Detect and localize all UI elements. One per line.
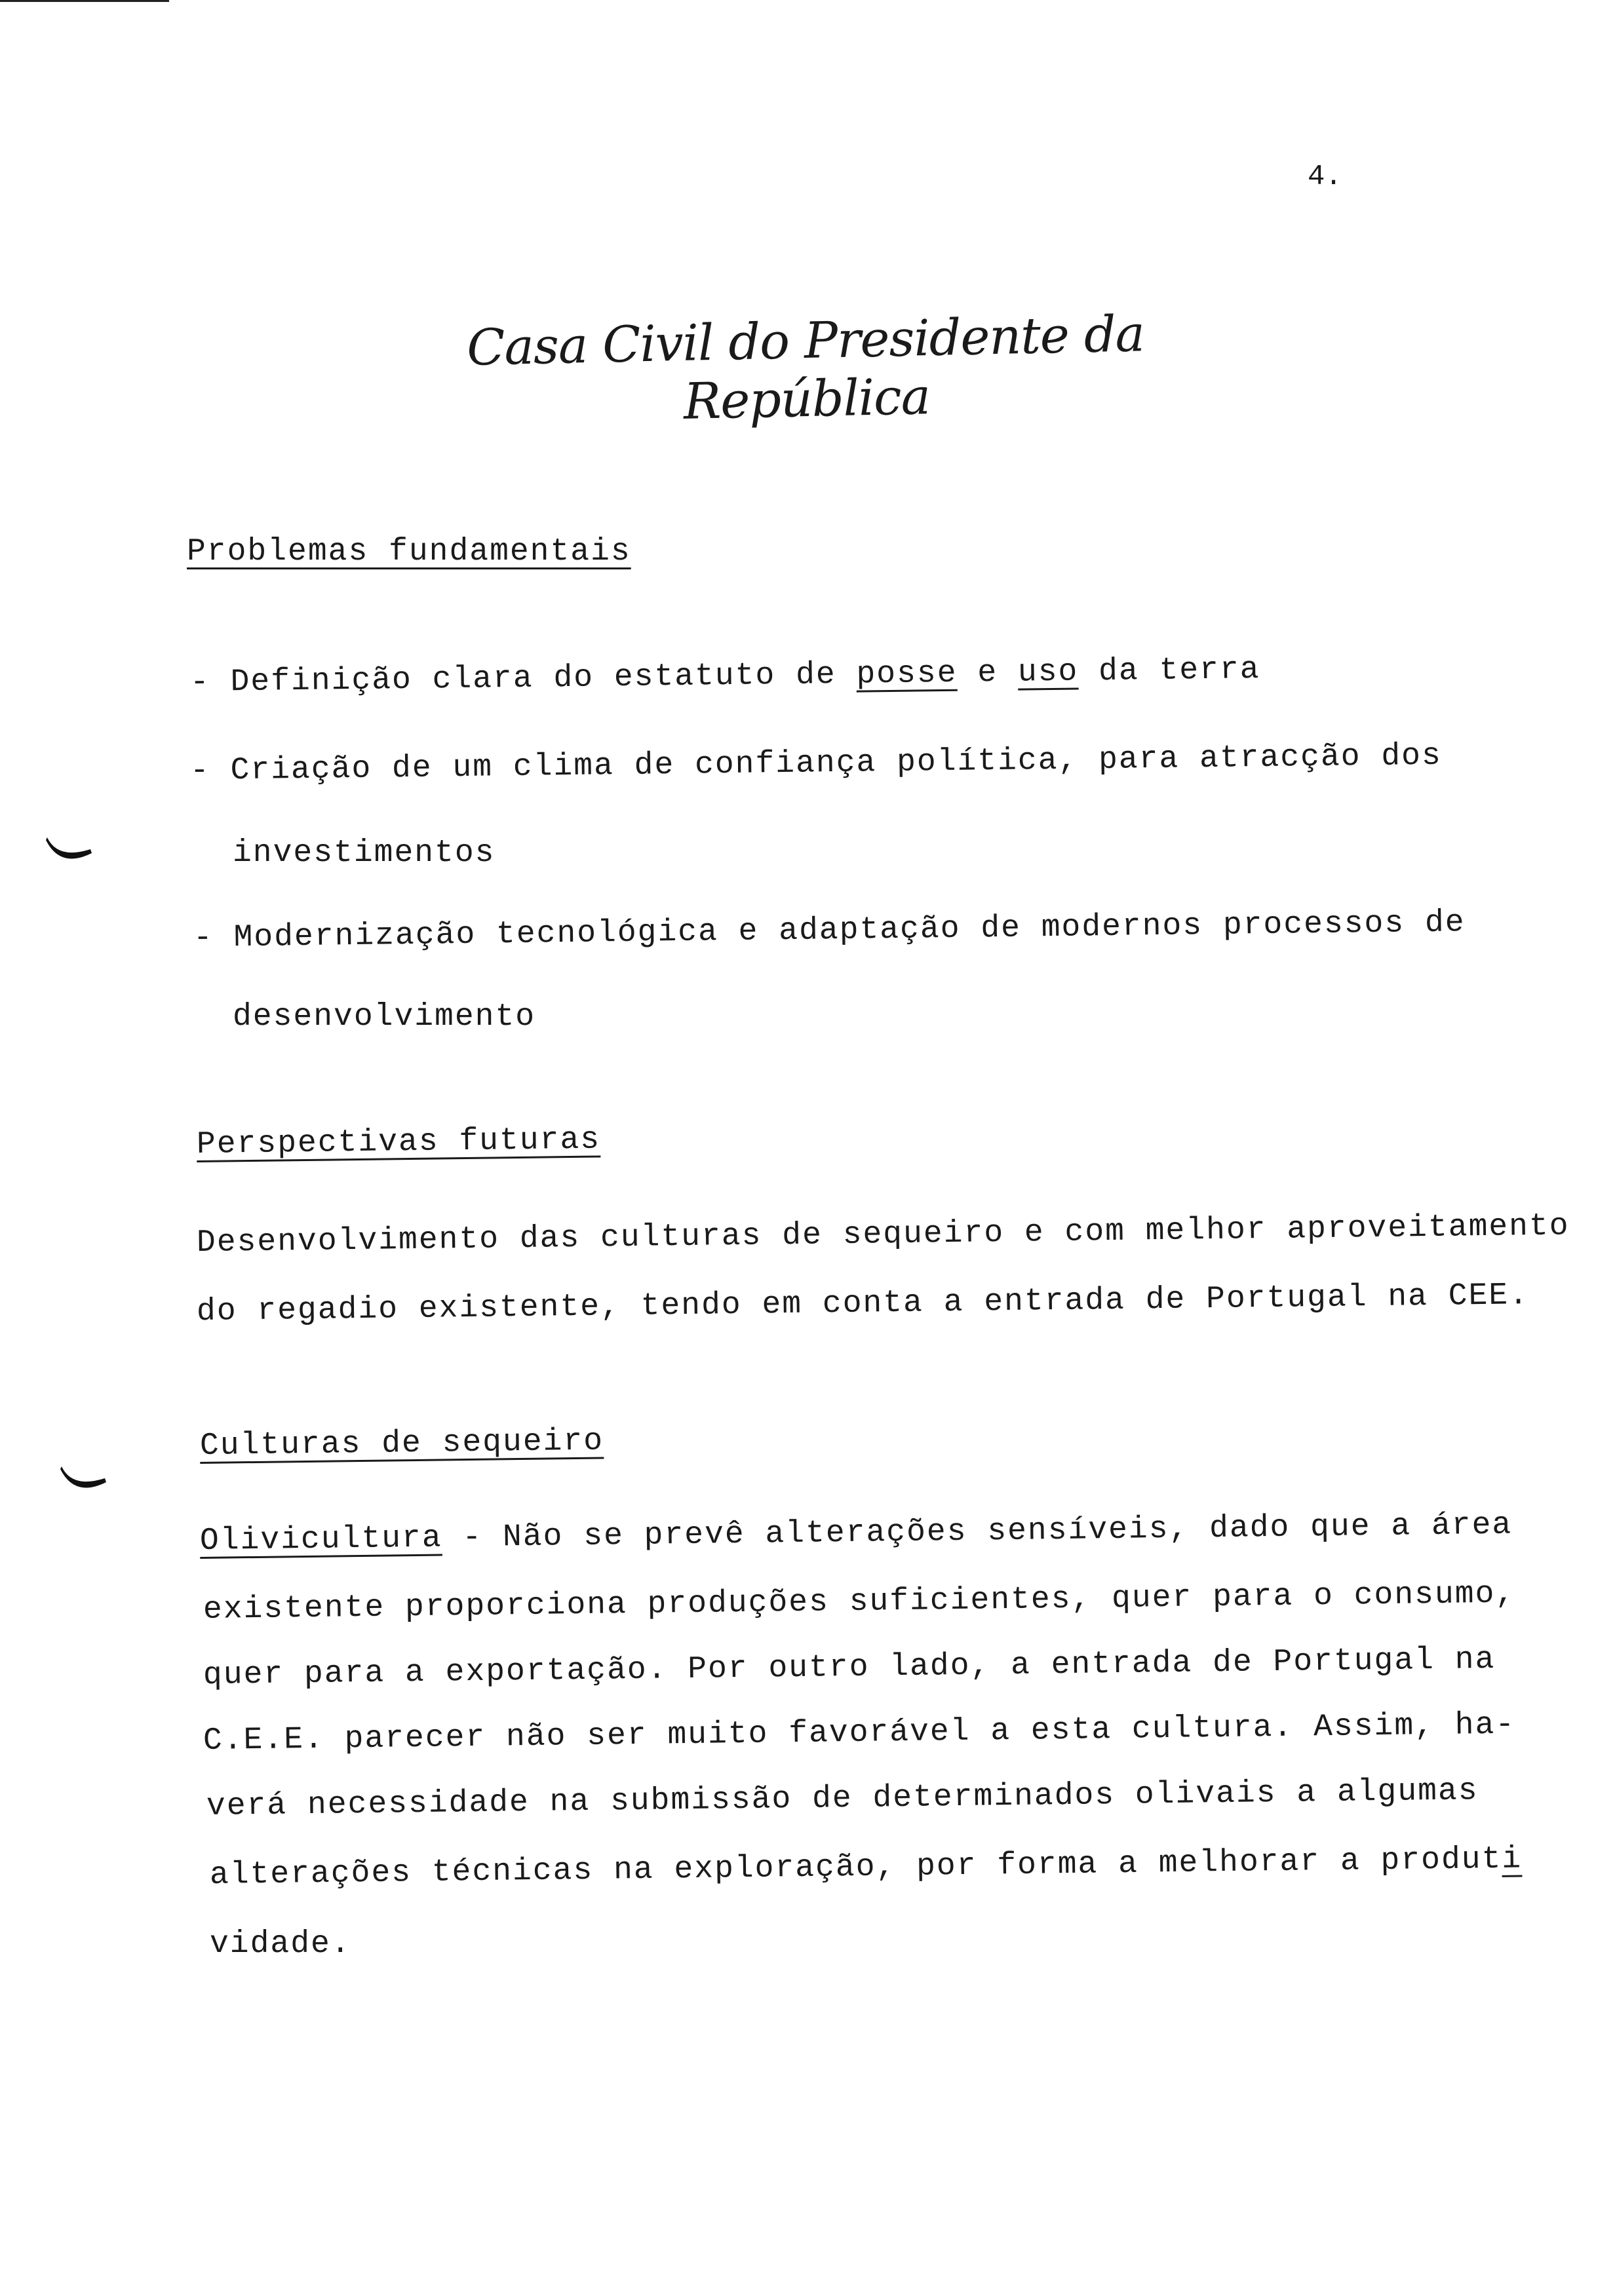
olivicultura-line-3: quer para a exportação. Por outro lado, a entrada de Portugal na [203,1641,1496,1693]
top-left-rule [0,0,169,2]
posse-underlined: posse [856,655,958,693]
heading-perspectivas: Perspectivas futuras [196,1122,601,1162]
heading-problemas: Problemas fundamentais [187,534,631,569]
olivicultura-line-6 [210,1842,1523,1893]
problem-item-3-line2: desenvolvimento [233,999,536,1035]
olivicultura-line-2: existente proporciona produções suficientes, quer para o consumo, [203,1576,1516,1628]
uso-underlined: uso [1017,654,1079,691]
problem-item-1 [190,652,1260,700]
olivicultura-line-4: C.E.E. parecer não ser muito favorável a esta cultura. Assim, ha- [203,1707,1516,1759]
hyphen-mark: i [1502,1841,1523,1877]
letterhead: Casa Civil do Presidente da República [466,304,1145,430]
olivicultura-line-1 [200,1508,1513,1559]
perspectivas-line-1: Desenvolvimento das culturas de sequeiro e com melhor aproveitamento [196,1208,1570,1261]
page-number: 4. [1308,161,1342,193]
olivicultura-label: Olivicultura [199,1520,442,1559]
punch-hole-mark-icon [59,1461,111,1494]
olivicultura-line-5: verá necessidade na submissão de determinados olivais a algumas [206,1773,1479,1824]
punch-hole-mark-icon [45,832,97,865]
item-text: da terra [1078,652,1260,690]
problem-item-3-line1: - Modernização tecnológica e adaptação de modernos processos de [193,905,1466,956]
item-text: Definição clara do estatuto de [230,657,857,700]
dash: - [189,664,231,700]
heading-sequeiro: Culturas de sequeiro [199,1423,604,1464]
line-text: alterações técnicas na exploração, por forma a melhorar a produt [209,1841,1502,1893]
line-text: - Não se prevê alterações sensíveis, dado que a área [442,1507,1513,1556]
problem-item-2-line1: - Criação de um clima de confiança política, para atracção dos [189,738,1443,789]
problem-item-2-line2: investimentos [233,835,496,871]
olivicultura-line-7: vidade. [210,1926,351,1962]
perspectivas-line-2: do regadio existente, tendo em conta a entrada de Portugal na CEE. [196,1278,1530,1330]
item-text: e [957,655,1019,691]
